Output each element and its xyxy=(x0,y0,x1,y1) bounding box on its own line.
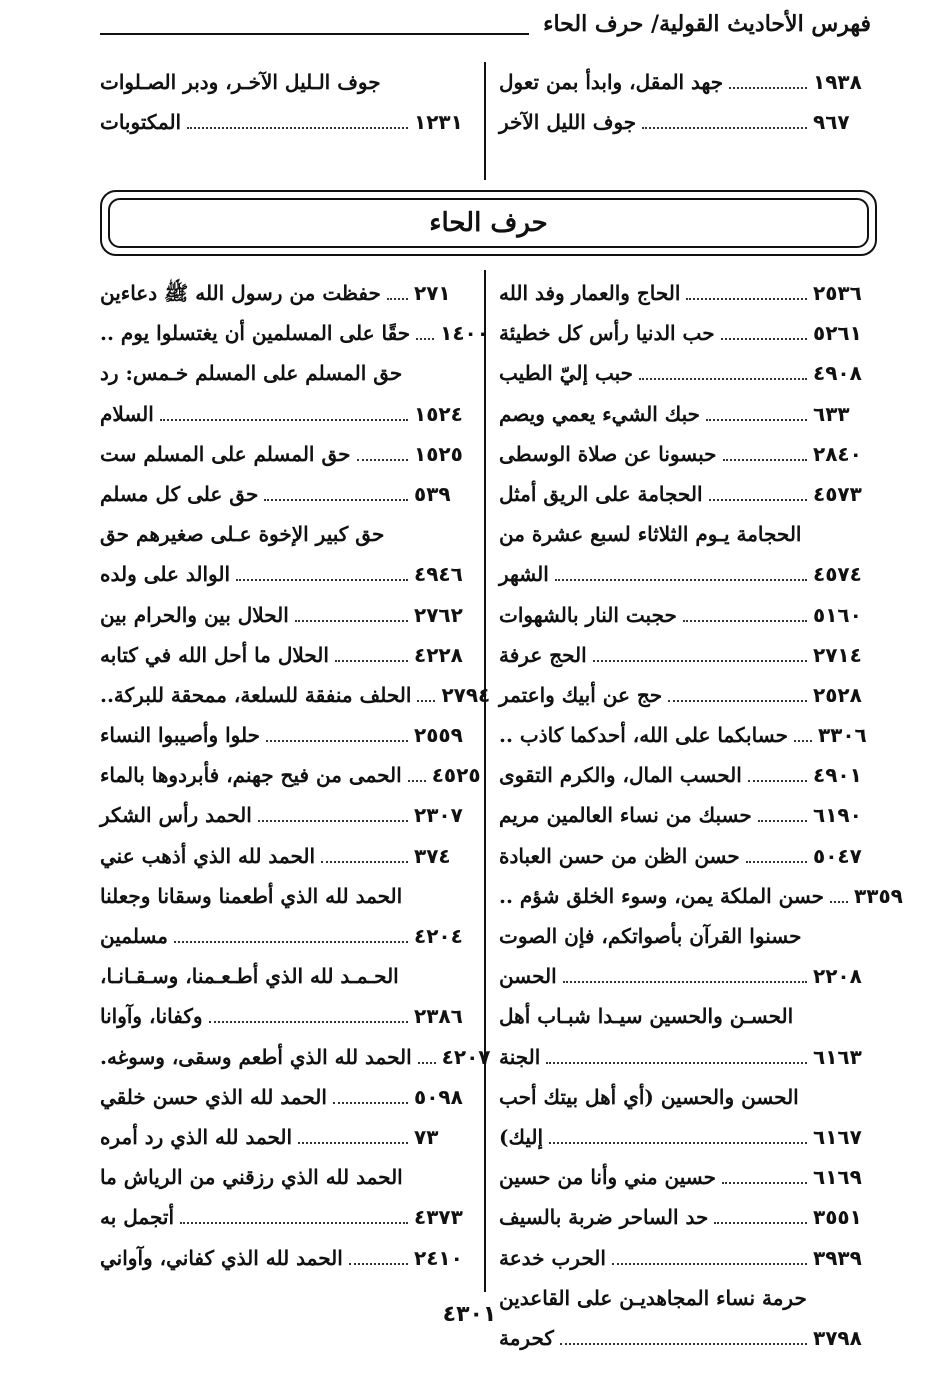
hadith-number: ٣٣٠٦ xyxy=(817,723,867,748)
index-entry-line xyxy=(100,635,472,675)
entry-text: الحمد رأس الشكر xyxy=(100,803,252,828)
index-entry-line xyxy=(100,876,472,916)
dot-leader xyxy=(668,700,807,702)
index-entry-line xyxy=(499,956,871,996)
entry-text: حسابكما على الله، أحدكما كاذب .. xyxy=(499,723,788,748)
index-entry xyxy=(100,434,472,474)
index-entry-line xyxy=(499,1117,871,1157)
index-entry-line xyxy=(499,876,903,916)
entry-text: الحمد لله الذي أذهب عني xyxy=(100,843,315,868)
index-entry xyxy=(499,876,903,916)
hadith-number: ٣٩٣٩ xyxy=(813,1245,862,1270)
entry-text: حسنوا القرآن بأصواتكم، فإن الصوت xyxy=(499,924,802,948)
index-entry-line xyxy=(100,1077,472,1117)
dot-leader xyxy=(349,1263,408,1265)
dot-leader xyxy=(709,499,808,501)
index-entry xyxy=(499,474,871,514)
index-entry-line xyxy=(499,102,871,142)
index-entry-line xyxy=(499,916,871,956)
index-entry-line xyxy=(100,313,489,353)
hadith-number: ٢٧٦٢ xyxy=(414,602,463,627)
section-banner xyxy=(100,190,877,256)
hadith-number: ١٥٢٥ xyxy=(414,441,463,466)
entry-text: حق المسلم على المسلم خـمس: رد xyxy=(100,361,403,386)
hadith-number: ٦١٦٧ xyxy=(813,1124,862,1149)
index-entry-line xyxy=(100,755,481,795)
hadith-number: ٦١٦٣ xyxy=(813,1044,862,1069)
index-entry xyxy=(499,715,871,755)
entry-text: الحلال ما أحل الله في كتابه xyxy=(100,642,329,667)
index-entry-line xyxy=(499,394,871,434)
hadith-number: ٢٥٣٦ xyxy=(813,281,862,305)
index-entry-line xyxy=(100,102,472,142)
entry-text: حسن الملكة يمن، وسوء الخلق شؤم .. xyxy=(499,883,825,908)
hadith-number: ٥٠٩٨ xyxy=(414,1084,463,1109)
hadith-number: ٥٠٤٧ xyxy=(813,843,862,868)
dot-leader xyxy=(160,419,408,421)
dot-leader xyxy=(748,780,807,782)
dot-leader xyxy=(794,740,812,742)
hadith-number: ٤٥٢٥ xyxy=(431,763,481,788)
entry-text: الحـمـد لله الذي أطـعـمنا، وسـقـانـا، xyxy=(100,964,399,989)
dot-leader xyxy=(236,579,408,581)
entry-text: الحسب المال، والكرم التقوى xyxy=(499,763,742,788)
hadith-number: ٤٥٧٣ xyxy=(813,481,862,506)
entry-text: الحسن xyxy=(499,964,557,989)
hadith-number: ٢٨٤٠ xyxy=(813,441,862,466)
index-entry-line xyxy=(100,715,472,755)
index-entry xyxy=(100,876,472,956)
dot-leader xyxy=(264,499,408,501)
entry-text: المكتوبات xyxy=(100,110,182,135)
index-entry xyxy=(499,434,871,474)
index-entry xyxy=(499,62,871,102)
index-entry xyxy=(100,1077,472,1117)
index-entry-line xyxy=(499,675,871,715)
dot-leader xyxy=(686,298,807,300)
entry-text: الحرب خدعة xyxy=(499,1245,606,1270)
index-entry xyxy=(499,313,871,353)
entry-text: الحمد لله الذي رزقني من الرياش ما xyxy=(100,1165,403,1190)
dot-leader xyxy=(546,1062,807,1064)
hadith-number: ٤٥٧٤ xyxy=(813,562,862,587)
dot-leader xyxy=(758,820,807,822)
index-entry-line xyxy=(100,514,472,554)
index-entry-line xyxy=(499,554,871,594)
entry-text: الحجامة على الريق أمثل xyxy=(499,481,703,506)
hadith-number: ٣٣٥٩ xyxy=(854,883,903,908)
dot-leader xyxy=(321,861,408,863)
top-column-divider xyxy=(484,62,486,180)
index-entry xyxy=(100,1238,472,1278)
entry-text: حقًا على المسلمين أن يغتسلوا يوم .. xyxy=(100,321,411,346)
entry-text: حجبت النار بالشهوات xyxy=(499,602,677,627)
dot-leader xyxy=(642,127,807,129)
dot-leader xyxy=(266,740,408,742)
entry-text: الحاج والعمار وفد الله xyxy=(499,281,681,305)
index-entry xyxy=(100,1117,472,1157)
entry-text: الحمد لله الذي كفاني، وآواني xyxy=(100,1245,343,1270)
dot-leader xyxy=(549,1142,807,1144)
entry-text: حسين مني وأنا من حسين xyxy=(499,1165,717,1190)
index-entry xyxy=(100,675,491,715)
index-entry-line xyxy=(100,394,472,434)
index-entry-line xyxy=(100,675,491,715)
dot-leader xyxy=(417,700,435,702)
entry-text: حق كبير الإخوة عـلى صغيرهم حق xyxy=(100,522,385,547)
hadith-number: ٣٧٤ xyxy=(414,843,451,868)
entry-text: الوالد على ولده xyxy=(100,562,231,587)
dot-leader xyxy=(180,1222,408,1224)
index-entry xyxy=(499,675,871,715)
index-entry xyxy=(100,715,472,755)
entry-text: جوف الـليل الآخـر، ودبر الصـلوات xyxy=(100,70,381,94)
hadith-number: ٢٥٢٨ xyxy=(813,682,862,707)
entry-text: حق المسلم على المسلم ست xyxy=(100,441,351,466)
hadith-number: ٦١٩٠ xyxy=(813,803,862,828)
dot-leader xyxy=(555,579,807,581)
index-entry-line xyxy=(499,273,871,313)
index-entry xyxy=(499,353,871,393)
hadith-number: ٧٣ xyxy=(414,1124,439,1149)
entry-text: حبسونا عن صلاة الوسطى xyxy=(499,441,717,466)
index-entry xyxy=(499,635,871,675)
entry-text: حفظت من رسول الله ﷺ دعاءين xyxy=(100,281,381,305)
dot-leader xyxy=(387,298,408,300)
entry-text: الحمد لله الذي أطعمنا وسقانا وجعلنا xyxy=(100,883,403,908)
entry-text: إليك) xyxy=(499,1124,544,1149)
index-entry-line xyxy=(100,554,472,594)
entry-text: الحمد لله الذي رد أمره xyxy=(100,1124,293,1149)
index-entry xyxy=(499,755,871,795)
entry-text: الحمى من فيح جهنم، فأبردوها بالماء xyxy=(100,763,402,788)
dot-leader xyxy=(209,1021,408,1023)
index-entry-line xyxy=(100,1238,472,1278)
index-entry xyxy=(499,996,871,1076)
entry-text: السلام xyxy=(100,401,154,426)
hadith-number: ٢٣٨٦ xyxy=(414,1004,463,1029)
hadith-number: ٥٢٦١ xyxy=(813,321,862,346)
index-entry-line xyxy=(499,474,871,514)
index-entry-line xyxy=(100,795,472,835)
dot-leader xyxy=(416,338,434,340)
page-number: ٤٣٠١ xyxy=(442,1302,497,1327)
entry-text: حج عن أبيك واعتمر xyxy=(499,682,663,707)
index-entry xyxy=(499,1077,871,1157)
left-column xyxy=(100,273,491,1278)
index-entry xyxy=(499,836,871,876)
dot-leader xyxy=(683,620,807,622)
dot-leader xyxy=(563,981,807,983)
index-entry-line xyxy=(499,1238,871,1278)
index-entry xyxy=(100,353,472,433)
index-entry-line xyxy=(100,353,472,393)
index-entry xyxy=(100,62,472,142)
entry-text: حسبك من نساء العالمين مريم xyxy=(499,803,752,828)
dot-leader xyxy=(258,820,408,822)
dot-leader xyxy=(746,861,807,863)
hadith-number: ٤٢٠٧ xyxy=(441,1044,491,1069)
index-entry-line xyxy=(499,595,871,635)
dot-leader xyxy=(295,620,408,622)
hadith-number: ٤٩٠١ xyxy=(813,763,862,788)
index-entry xyxy=(499,273,871,313)
entry-text: الحسن والحسين (أي أهل بيتك أحب xyxy=(499,1084,799,1109)
index-entry-line xyxy=(499,795,871,835)
index-entry xyxy=(100,514,472,594)
dot-leader xyxy=(187,127,408,129)
dot-leader xyxy=(335,660,408,662)
dot-leader xyxy=(408,780,426,782)
dot-leader xyxy=(723,459,808,461)
entry-text: الحمد لله الذي حسن خلقي xyxy=(100,1084,327,1109)
index-entry-line xyxy=(499,635,871,675)
index-entry-line xyxy=(100,434,472,474)
index-entry-line xyxy=(499,715,871,755)
index-entry-line xyxy=(499,353,871,393)
dot-leader xyxy=(706,419,807,421)
index-entry-line xyxy=(499,996,871,1036)
right-column xyxy=(499,273,903,1358)
index-entry-line xyxy=(499,1037,871,1077)
index-entry xyxy=(499,795,871,835)
index-entry xyxy=(499,1197,871,1237)
hadith-number: ٢٢٠٨ xyxy=(813,964,862,989)
dot-leader xyxy=(721,338,807,340)
index-entry xyxy=(100,635,472,675)
entry-text: حرمة نساء المجاهديـن على القاعدين xyxy=(499,1285,807,1310)
dot-leader xyxy=(714,1222,807,1224)
index-entry xyxy=(100,755,481,795)
entry-text: وكفانا، وآوانا xyxy=(100,1004,203,1029)
index-entry xyxy=(100,1037,491,1077)
running-header xyxy=(100,6,871,42)
entry-text: الحسـن والحسين سيـدا شبـاب أهل xyxy=(499,1004,794,1029)
index-entry xyxy=(499,514,871,594)
section-title: حرف الحاء xyxy=(429,208,548,238)
index-entry xyxy=(499,595,871,635)
index-entry-line xyxy=(499,1197,871,1237)
index-entry-line xyxy=(499,1157,871,1197)
index-entry xyxy=(100,1157,472,1237)
index-entry xyxy=(100,273,472,313)
hadith-number: ٣٧٩٨ xyxy=(813,1325,862,1350)
index-entry-line xyxy=(499,313,871,353)
hadith-number: ٣٥٥١ xyxy=(813,1205,862,1230)
entry-text: الجنة xyxy=(499,1044,541,1069)
index-entry xyxy=(100,956,472,1036)
top-left-column xyxy=(100,62,472,142)
dot-leader xyxy=(298,1142,408,1144)
entry-text: الحمد لله الذي أطعم وسقى، وسوغه. xyxy=(100,1044,412,1069)
index-entry xyxy=(100,836,472,876)
dot-leader xyxy=(612,1263,807,1265)
hadith-number: ١٤٠٠ xyxy=(440,321,489,346)
index-entry xyxy=(499,1157,871,1197)
hadith-number: ٥١٦٠ xyxy=(813,602,862,627)
entry-text: كحرمة xyxy=(499,1325,554,1350)
hadith-number: ٤٣٧٣ xyxy=(414,1205,463,1230)
index-entry xyxy=(100,795,472,835)
index-entry-line xyxy=(499,1077,871,1117)
running-header-title: فهرس الأحاديث القولية/ حرف الحاء xyxy=(543,11,871,37)
index-entry-line xyxy=(100,1117,472,1157)
hadith-number: ٢٣٠٧ xyxy=(414,803,463,828)
index-entry-line xyxy=(499,434,871,474)
index-entry-line xyxy=(100,1157,472,1197)
entry-text: حب الدنيا رأس كل خطيئة xyxy=(499,321,715,346)
index-entry xyxy=(100,595,472,635)
hadith-number: ٢٤١٠ xyxy=(414,1245,463,1270)
hadith-number: ٤٩٠٨ xyxy=(813,361,862,386)
entry-text: أتجمل به xyxy=(100,1205,174,1230)
index-entry xyxy=(499,1238,871,1278)
dot-leader xyxy=(639,378,807,380)
index-entry-line xyxy=(100,956,472,996)
entry-text: الحلال بين والحرام بين xyxy=(100,602,289,627)
hadith-number: ٤٢٢٨ xyxy=(414,642,463,667)
index-entry-line xyxy=(100,916,472,956)
hadith-number: ٦١٦٩ xyxy=(813,1165,862,1190)
hadith-number: ٢٥٥٩ xyxy=(414,723,463,748)
index-entry-line xyxy=(499,755,871,795)
dot-leader xyxy=(174,941,408,943)
index-entry-line xyxy=(100,996,472,1036)
hadith-number: ٥٣٩ xyxy=(414,481,451,506)
hadith-number: ١٥٢٤ xyxy=(414,401,463,426)
entry-text: حد الساحر ضربة بالسيف xyxy=(499,1205,709,1230)
hadith-number: ٩٦٧ xyxy=(813,110,850,135)
index-entry-line xyxy=(100,1037,491,1077)
index-entry xyxy=(499,102,871,142)
top-right-column xyxy=(499,62,871,142)
header-rule xyxy=(100,33,529,35)
index-entry-line xyxy=(100,836,472,876)
entry-text: الحلف منفقة للسلعة، ممحقة للبركة.. xyxy=(100,682,412,707)
index-entry xyxy=(100,474,472,514)
dot-leader xyxy=(593,660,807,662)
dot-leader xyxy=(830,901,848,903)
hadith-number: ١٢٣١ xyxy=(414,110,463,135)
index-entry-line xyxy=(499,836,871,876)
entry-text: الشهر xyxy=(499,562,549,587)
index-entry-line xyxy=(100,595,472,635)
index-entry-line xyxy=(100,273,472,313)
hadith-number: ١٩٣٨ xyxy=(813,70,862,94)
index-entry-line xyxy=(100,62,472,102)
hadith-number: ٢٧١٤ xyxy=(813,642,862,667)
index-entry xyxy=(100,313,489,353)
entry-text: مسلمين xyxy=(100,924,168,948)
index-entry-line xyxy=(100,1197,472,1237)
dot-leader xyxy=(560,1343,807,1345)
index-entry xyxy=(499,394,871,434)
entry-text: الحجامة يـوم الثلاثاء لسبع عشرة من xyxy=(499,522,802,547)
entry-text: الحج عرفة xyxy=(499,642,587,667)
hadith-number: ٤٢٠٤ xyxy=(414,924,463,948)
hadith-number: ٦٣٣ xyxy=(813,401,850,426)
hadith-number: ٢٧١ xyxy=(414,281,451,305)
entry-text: جوف الليل الآخر xyxy=(499,110,637,135)
index-entry-line xyxy=(100,474,472,514)
dot-leader xyxy=(729,87,807,89)
index-entry-line xyxy=(499,514,871,554)
entry-text: جهد المقل، وابدأ بمن تعول xyxy=(499,70,724,94)
dot-leader xyxy=(357,459,409,461)
dot-leader xyxy=(418,1062,436,1064)
entry-text: حسن الظن من حسن العبادة xyxy=(499,843,740,868)
entry-text: حبك الشيء يعمي ويصم xyxy=(499,401,701,426)
dot-leader xyxy=(722,1182,807,1184)
hadith-number: ٤٩٤٦ xyxy=(414,562,463,587)
entry-text: حبب إليّ الطيب xyxy=(499,361,634,386)
section-banner-inner-frame xyxy=(108,198,869,248)
hadith-number: ٢٧٩٤ xyxy=(441,682,491,707)
index-entry xyxy=(499,916,871,996)
index-entry-line xyxy=(499,62,871,102)
entry-text: حلوا وأصيبوا النساء xyxy=(100,723,260,748)
entry-text: حق على كل مسلم xyxy=(100,481,259,506)
dot-leader xyxy=(333,1102,408,1104)
